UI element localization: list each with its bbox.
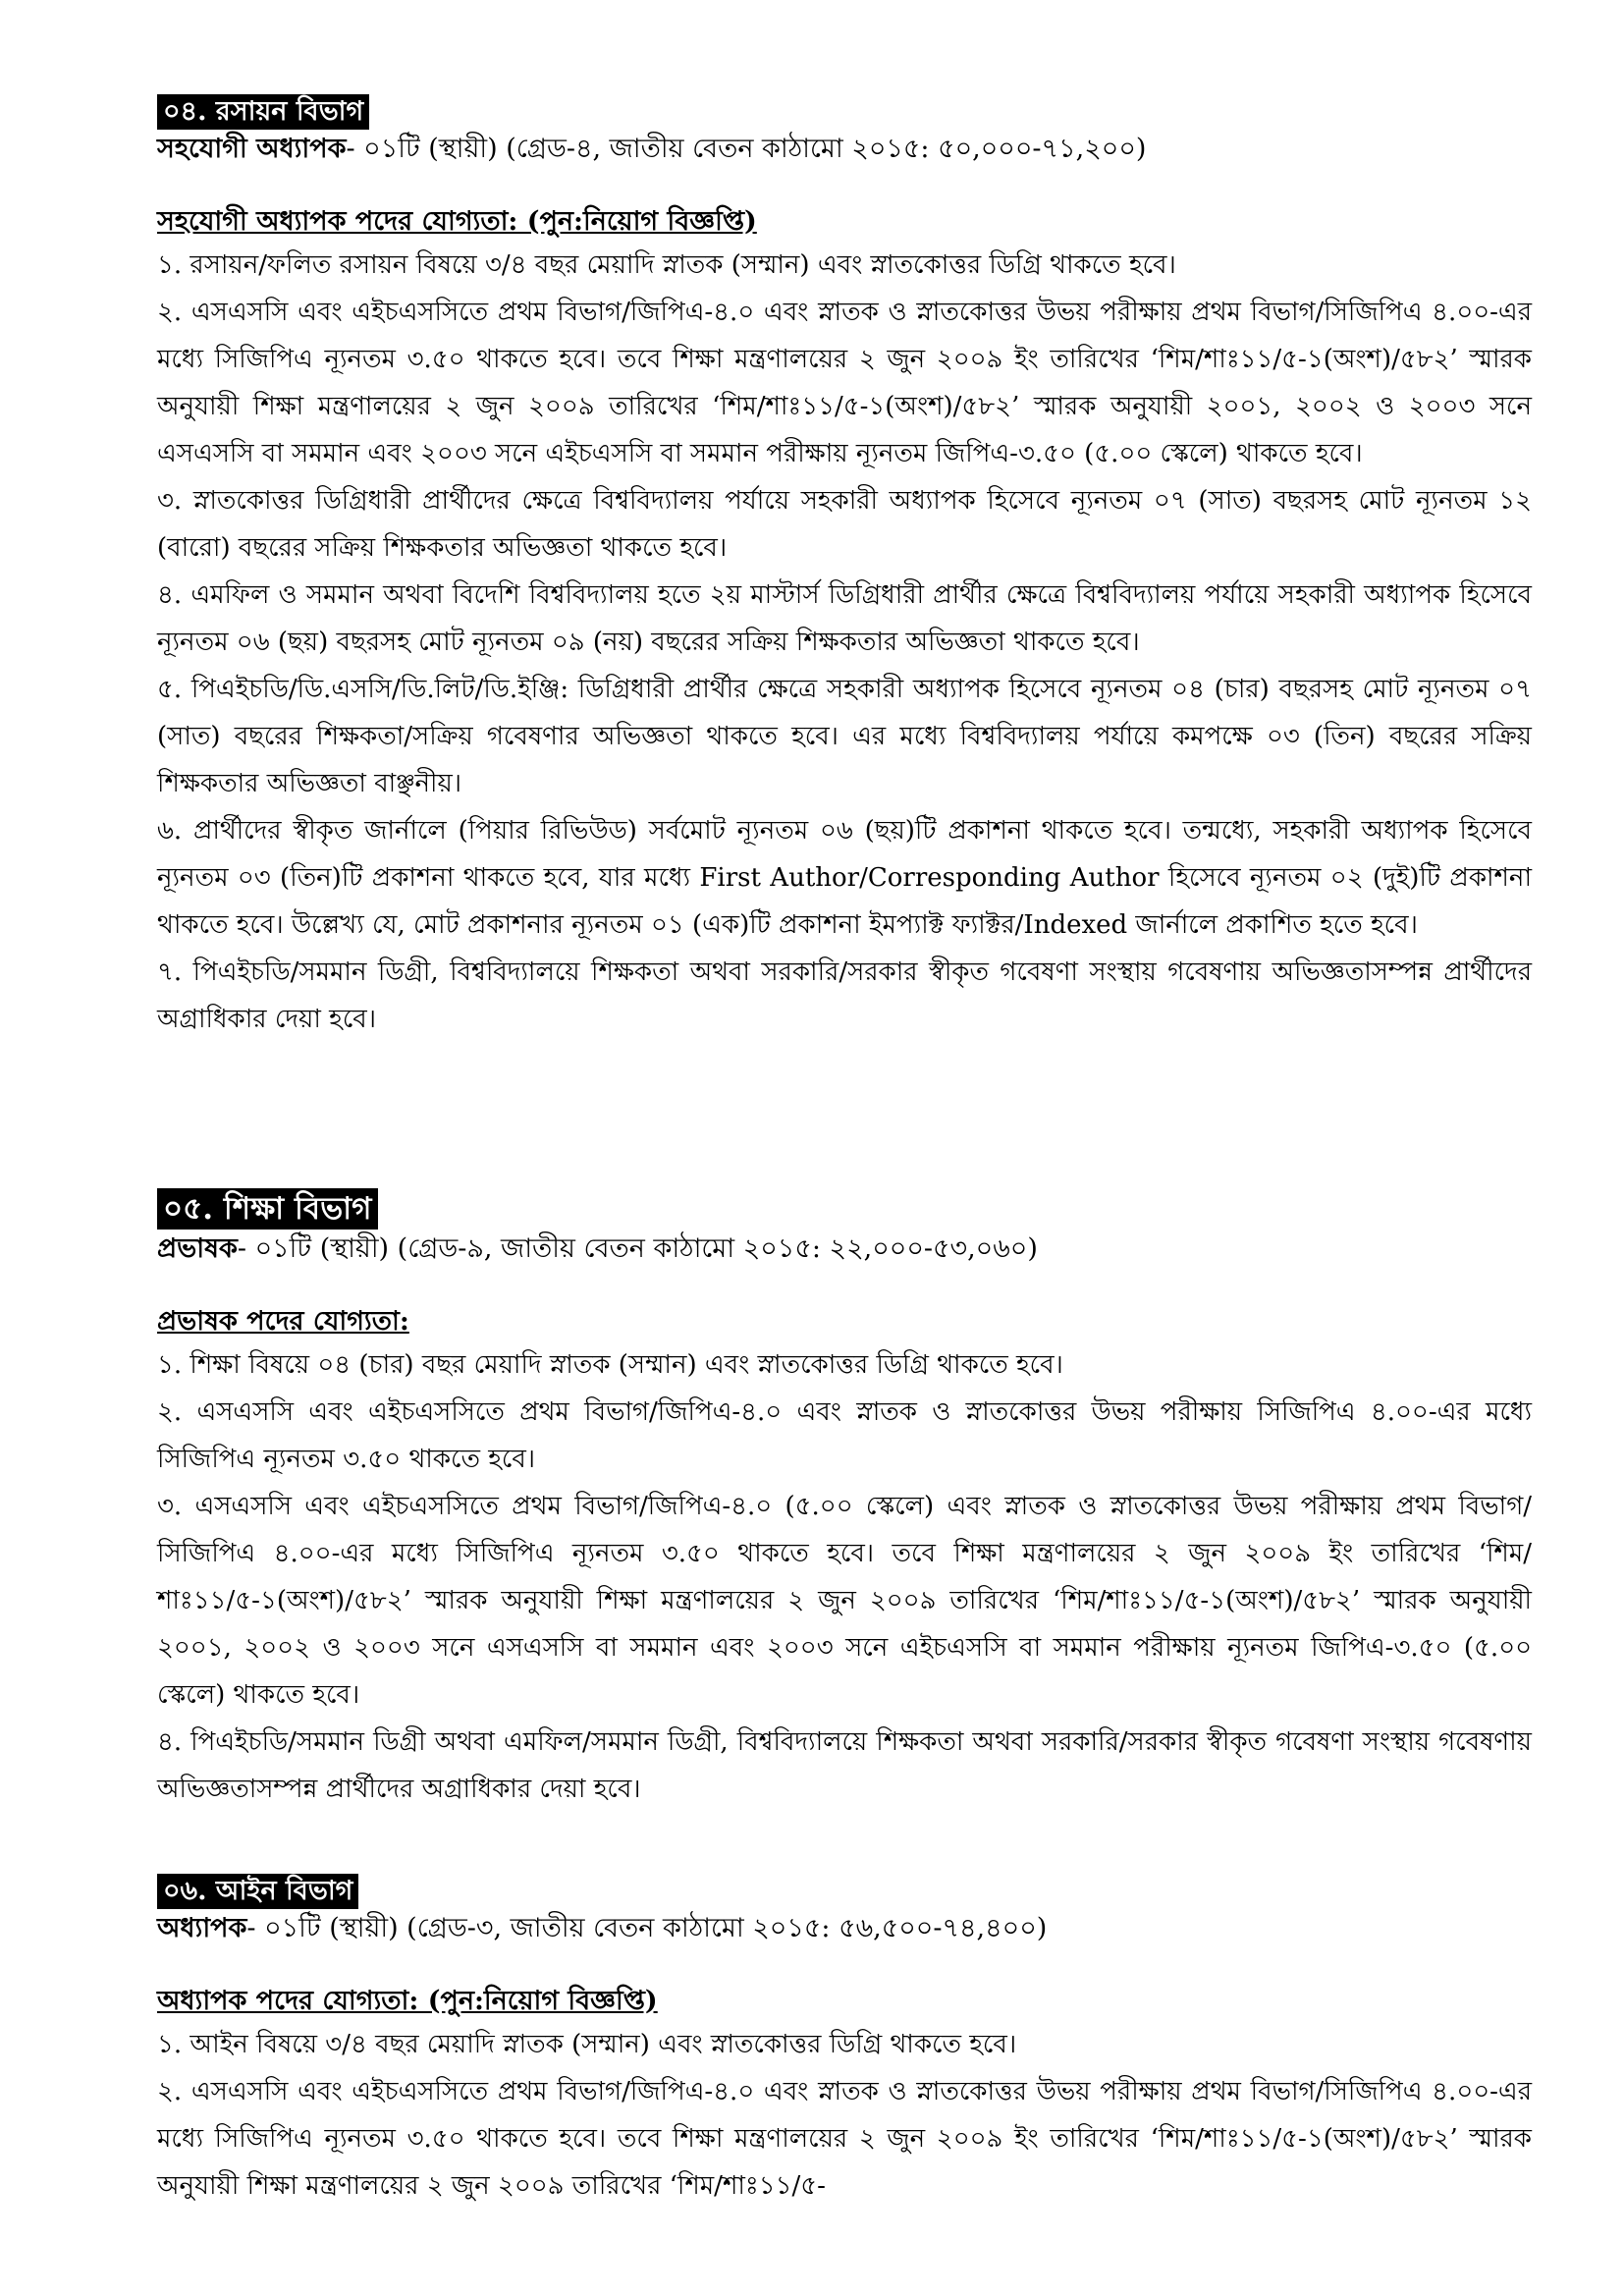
post-line <box>157 1909 1532 1948</box>
qualification-item: ৬. প্রার্থীদের স্বীকৃত জার্নালে (পিয়ার রিভিউড) সর্বমোট ন্যূনতম ০৬ (ছয়)টি প্রকাশনা থাকতে হবে। তন্মধ্যে, সহকারী অধ্যাপক হিসেবে ন্যূনতম ০৩ (তিন)টি প্রকাশনা থাকতে হবে, যার মধ্যে First Author/Corresponding Author হিসেবে ন্যূনতম ০২ (দুই)টি প্রকাশনা থাকতে হবে। উল্লেখ্য যে, মোট প্রকাশনার ন্যূনতম ০১ (এক)টি প্রকাশনা ইমপ্যাক্ট ফ্যাক্টর/Indexed জার্নালে প্রকাশিত হতে হবে। <box>157 816 1532 940</box>
section-chemistry <box>157 94 1532 1043</box>
post-details: - ০১টি (স্থায়ী) (গ্রেড-৪, জাতীয় বেতন কাঠামো ২০১৫: ৫০,০০০-৭১,২০০) <box>346 134 1147 164</box>
post-line <box>157 130 1532 169</box>
qualification-item: ২. এসএসসি এবং এইচএসসিতে প্রথম বিভাগ/জিপিএ-৪.০ এবং স্নাতক ও স্নাতকোত্তর উভয় পরীক্ষায় সিজিপিএ ৪.০০-এর মধ্যে সিজিপিএ ন্যূনতম ৩.৫০ থাকতে হবে। <box>157 1397 1532 1474</box>
qualification-title: সহযোগী অধ্যাপক পদের যোগ্যতা: (পুন:নিয়োগ বিজ্ঞপ্তি) <box>157 206 757 237</box>
qualification-item: ১. শিক্ষা বিষয়ে ০৪ (চার) বছর মেয়াদি স্নাতক (সম্মান) এবং স্নাতকোত্তর ডিগ্রি থাকতে হবে। <box>157 1350 1063 1380</box>
qualification-list <box>157 1341 1532 1813</box>
qualification-item: ৪. এমফিল ও সমমান অথবা বিদেশি বিশ্ববিদ্যালয় হতে ২য় মাস্টার্স ডিগ্রিধারী প্রার্থীর ক্ষেত্রে বিশ্ববিদ্যালয় পর্যায়ে সহকারী অধ্যাপক হিসেবে ন্যূনতম ০৬ (ছয়) বছরসহ মোট ন্যূনতম ০৯ (নয়) বছরের সক্রিয় শিক্ষকতার অভিজ্ঞতা থাকতে হবে। <box>157 580 1532 657</box>
qualification-list <box>157 242 1532 1043</box>
qualification-title: অধ্যাপক পদের যোগ্যতা: (পুন:নিয়োগ বিজ্ঞপ্তি) <box>157 1986 658 2016</box>
post-name: অধ্যাপক <box>157 1913 247 1943</box>
qualification-item: ৪. পিএইচডি/সমমান ডিগ্রী অথবা এমফিল/সমমান ডিগ্রী, বিশ্ববিদ্যালয়ে শিক্ষকতা অথবা সরকারি/সরকার স্বীকৃত গবেষণা সংস্থায় গবেষণায় অভিজ্ঞতাসম্পন্ন প্রার্থীদের অগ্রাধিকার দেয়া হবে। <box>157 1727 1532 1804</box>
department-heading: ০৫. শিক্ষা বিভাগ <box>157 1188 378 1230</box>
section-education <box>157 1188 1532 1813</box>
qualification-title: প্রভাষক পদের যোগ্যতা: <box>157 1306 409 1337</box>
post-name: প্রভাষক <box>157 1233 238 1264</box>
qualification-item: ৩. স্নাতকোত্তর ডিগ্রিধারী প্রার্থীদের ক্ষেত্রে বিশ্ববিদ্যালয় পর্যায়ে সহকারী অধ্যাপক হিসেবে ন্যূনতম ০৭ (সাত) বছরসহ মোট ন্যূনতম ১২ (বারো) বছরের সক্রিয় শিক্ষকতার অভিজ্ঞতা থাকতে হবে। <box>157 486 1532 563</box>
qualification-item: ৫. পিএইচডি/ডি.এসসি/ডি.লিট/ডি.ইঞ্জি: ডিগ্রিধারী প্রার্থীর ক্ষেত্রে সহকারী অধ্যাপক হিসেবে ন্যূনতম ০৪ (চার) বছরসহ মোট ন্যূনতম ০৭ (সাত) বছরের শিক্ষকতা/সক্রিয় গবেষণার অভিজ্ঞতা থাকতে হবে। এর মধ্যে বিশ্ববিদ্যালয় পর্যায়ে কমপক্ষে ০৩ (তিন) বছরের সক্রিয় শিক্ষকতার অভিজ্ঞতা বাঞ্ছনীয়। <box>157 675 1532 798</box>
post-name: সহযোগী অধ্যাপক <box>157 134 347 164</box>
qualification-item: ২. এসএসসি এবং এইচএসসিতে প্রথম বিভাগ/জিপিএ-৪.০ এবং স্নাতক ও স্নাতকোত্তর উভয় পরীক্ষায় প্রথম বিভাগ/সিজিপিএ ৪.০০-এর মধ্যে সিজিপিএ ন্যূনতম ৩.৫০ থাকতে হবে। তবে শিক্ষা মন্ত্রণালয়ের ২ জুন ২০০৯ ইং তারিখের ‘শিম/শাঃ১১/৫-১(অংশ)/৫৮২’ স্মারক অনুযায়ী শিক্ষা মন্ত্রণালয়ের ২ জুন ২০০৯ তারিখের ‘শিম/শাঃ১১/৫-১(অংশ)/৫৮২’ স্মারক অনুযায়ী ২০০১, ২০০২ ও ২০০৩ সনে এসএসসি বা সমমান এবং ২০০৩ সনে এইচএসসি বা সমমান পরীক্ষায় ন্যূনতম জিপিএ-৩.৫০ (৫.০০ স্কেলে) থাকতে হবে। <box>157 298 1532 468</box>
qualification-item: ১. রসায়ন/ফলিত রসায়ন বিষয়ে ৩/৪ বছর মেয়াদি স্নাতক (সম্মান) এবং স্নাতকোত্তর ডিগ্রি থাকতে হবে। <box>157 250 1176 280</box>
section-law <box>157 1874 1532 2210</box>
department-heading: ০৬. আইন বিভাগ <box>157 1874 358 1909</box>
qualification-item: ৭. পিএইচডি/সমমান ডিগ্রী, বিশ্ববিদ্যালয়ে শিক্ষকতা অথবা সরকারি/সরকার স্বীকৃত গবেষণা সংস্থায় গবেষণায় অভিজ্ঞতাসম্পন্ন প্রার্থীদের অগ্রাধিকার দেয়া হবে। <box>157 957 1532 1034</box>
qualification-item: ১. আইন বিষয়ে ৩/৪ বছর মেয়াদি স্নাতক (সম্মান) এবং স্নাতকোত্তর ডিগ্রি থাকতে হবে। <box>157 2030 1017 2059</box>
qualification-item: ৩. এসএসসি এবং এইচএসসিতে প্রথম বিভাগ/জিপিএ-৪.০ (৫.০০ স্কেলে) এবং স্নাতক ও স্নাতকোত্তর উভয় পরীক্ষায় প্রথম বিভাগ/সিজিপিএ ৪.০০-এর মধ্যে সিজিপিএ ন্যূনতম ৩.৫০ থাকতে হবে। তবে শিক্ষা মন্ত্রণালয়ের ২ জুন ২০০৯ ইং তারিখের ‘শিম/শাঃ১১/৫-১(অংশ)/৫৮২’ স্মারক অনুযায়ী শিক্ষা মন্ত্রণালয়ের ২ জুন ২০০৯ তারিখের ‘শিম/শাঃ১১/৫-১(অংশ)/৫৮২’ স্মারক অনুযায়ী ২০০১, ২০০২ ও ২০০৩ সনে এসএসসি বা সমমান এবং ২০০৩ সনে এইচএসসি বা সমমান পরীক্ষায় ন্যূনতম জিপিএ-৩.৫০ (৫.০০ স্কেলে) থাকতে হবে। <box>157 1492 1532 1710</box>
qualification-item: ২. এসএসসি এবং এইচএসসিতে প্রথম বিভাগ/জিপিএ-৪.০ এবং স্নাতক ও স্নাতকোত্তর উভয় পরীক্ষায় প্রথম বিভাগ/সিজিপিএ ৪.০০-এর মধ্যে সিজিপিএ ন্যূনতম ৩.৫০ থাকতে হবে। তবে শিক্ষা মন্ত্রণালয়ের ২ জুন ২০০৯ ইং তারিখের ‘শিম/শাঃ১১/৫-১(অংশ)/৫৮২’ স্মারক অনুযায়ী শিক্ষা মন্ত্রণালয়ের ২ জুন ২০০৯ তারিখের ‘শিম/শাঃ১১/৫- <box>157 2077 1532 2201</box>
post-line <box>157 1230 1532 1269</box>
qualification-list <box>157 2021 1532 2210</box>
post-details: - ০১টি (স্থায়ী) (গ্রেড-৩, জাতীয় বেতন কাঠামো ২০১৫: ৫৬,৫০০-৭৪,৪০০) <box>246 1913 1048 1943</box>
department-heading: ০৪. রসায়ন বিভাগ <box>157 94 369 130</box>
post-details: - ০১টি (স্থায়ী) (গ্রেড-৯, জাতীয় বেতন কাঠামো ২০১৫: ২২,০০০-৫৩,০৬০) <box>237 1233 1038 1264</box>
